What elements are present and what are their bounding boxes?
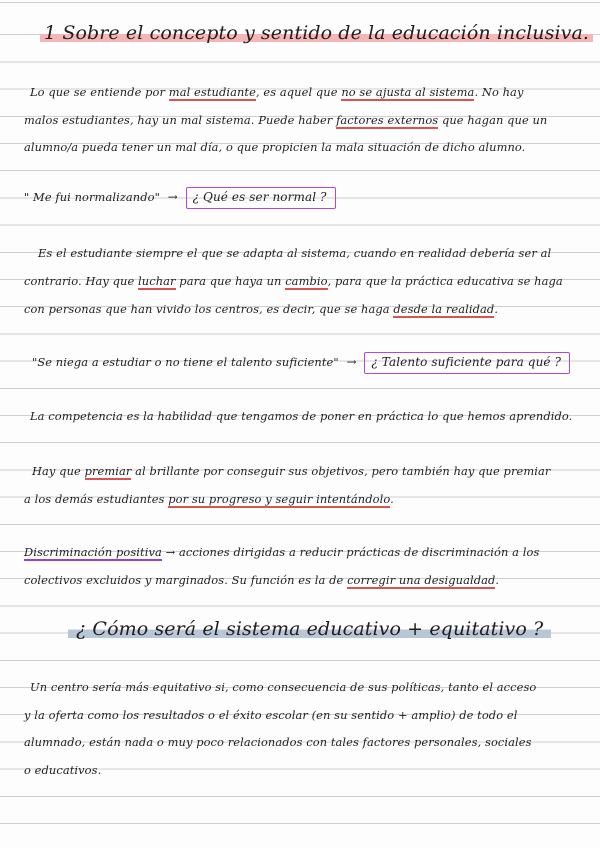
quote-1 — [24, 187, 336, 209]
text: Hay que — [32, 464, 85, 478]
text: contrario. Hay que — [24, 274, 139, 288]
highlight-luchar: luchar — [138, 274, 176, 288]
text: a los demás estudiantes — [24, 492, 169, 506]
text: → acciones dirigidas a reducir prácticas de discriminación a los — [161, 545, 540, 559]
question-box-normal: ¿ Qué es ser normal ? — [186, 187, 336, 209]
quote-1-text: " Me fui normalizando" — [24, 190, 160, 204]
text: malos estudiantes, hay un mal sistema. Puede haber — [24, 113, 337, 127]
highlight-no-se-ajusta: no se ajusta al sistema — [341, 85, 475, 99]
p6-line-3: alumnado, están nada o muy poco relacionados con tales factores personales, sociales — [24, 735, 532, 749]
heading-2-text: ¿ Cómo será el sistema educativo + equitativo ? — [68, 618, 551, 640]
text: con personas que han vivido los centros, es decir, que se haga — [24, 302, 394, 316]
p3-line: La competencia es la habilidad que tengamos de poner en práctica lo que hemos aprendido. — [30, 409, 573, 423]
p4-line-1 — [32, 464, 550, 478]
p6-line-1: Un centro sería más equitativo si, como consecuencia de sus políticas, tanto el acceso — [30, 680, 537, 694]
text: . — [494, 302, 499, 316]
p6-line-2: y la oferta como los resultados o el éxito escolar (en su sentido + amplio) de todo el — [24, 708, 518, 722]
p5-line-2 — [24, 573, 499, 587]
p1-line-1 — [30, 85, 524, 99]
text: . No hay — [474, 85, 524, 99]
quote-2 — [32, 352, 570, 374]
text: , para que la práctica educativa se haga — [327, 274, 563, 288]
p1-line-3: alumno/a pueda tener un mal día, o que propicien la mala situación de dicho alumno. — [24, 140, 526, 154]
quote-2-text: "Se niega a estudiar o no tiene el talento suficiente" — [32, 355, 339, 369]
arrow-icon: → — [167, 190, 178, 204]
text: . — [495, 573, 500, 587]
page-title — [40, 22, 593, 44]
highlight-progreso: por su progreso y seguir intentándolo — [168, 492, 391, 506]
text: que hagan que un — [438, 113, 548, 127]
text: Lo que se entiende por — [30, 85, 169, 99]
p1-line-2 — [24, 113, 547, 127]
text: al brillante por conseguir sus objetivos, pero también hay que premiar — [131, 464, 551, 478]
highlight-factores-externos: factores externos — [336, 113, 439, 127]
text: , es aquel que — [255, 85, 342, 99]
highlight-discriminacion-positiva: Discriminación positiva — [24, 545, 162, 559]
text: para que haya un — [175, 274, 286, 288]
arrow-icon: → — [346, 355, 357, 369]
title-text: 1 Sobre el concepto y sentido de la educación inclusiva. — [40, 22, 593, 44]
p2-line-2 — [24, 274, 563, 288]
question-box-talento: ¿ Talento suficiente para qué ? — [364, 352, 570, 374]
p6-line-4: o educativos. — [24, 763, 102, 777]
highlight-cambio: cambio — [285, 274, 328, 288]
highlight-premiar: premiar — [84, 464, 132, 478]
p2-line-1: Es el estudiante siempre el que se adapta al sistema, cuando en realidad debería ser al — [38, 246, 552, 260]
p4-line-2 — [24, 492, 394, 506]
highlight-mal-estudiante: mal estudiante — [168, 85, 256, 99]
text: . — [390, 492, 394, 506]
section-heading-2 — [68, 618, 551, 640]
highlight-desde-la-realidad: desde la realidad — [393, 302, 495, 316]
text: colectivos excluidos y marginados. Su función es la de — [24, 573, 348, 587]
highlight-corregir-desigualdad: corregir una desigualdad — [347, 573, 496, 587]
p5-line-1 — [24, 545, 539, 559]
p2-line-3 — [24, 302, 498, 316]
